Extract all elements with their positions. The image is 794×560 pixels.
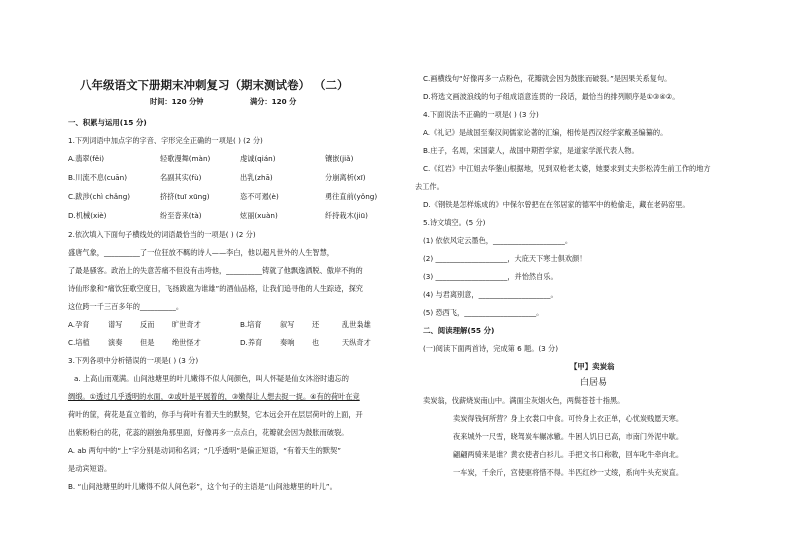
q2-b-3: 还 [312, 320, 320, 329]
fill-blank-2: (2) ____________________，大庇天下寒士俱欢颜！ [423, 254, 587, 263]
q2-d-1: D.养育 [240, 338, 263, 347]
passage-line-1: 盛唐气象，__________了一位狂放不羁的诗人——李白，他以超凡世外的人生智慧， [68, 248, 334, 257]
exam-score: 满分：120 分 [250, 97, 297, 106]
q2-a-1: A.孕育 [68, 320, 90, 329]
question-4: 4.下面说法不正确的一项是( ) (3 分) [423, 110, 539, 119]
passage-line-3: 诗仙形象和“痛饮狂歌空度日，飞扬跋扈为谁雄”的酒仙品格，让我们追寻他的人生踪迹，探究 [68, 284, 363, 293]
q2-c-3: 但是 [140, 338, 155, 347]
q4-option-b: B.庄子，名周，宋国蒙人，战国中期哲学家，是道家学派代表人物。 [423, 146, 639, 155]
q4-option-c-line-2: 去工作。 [415, 182, 444, 191]
question-2: 2.依次填入下面句子横线处的词语最恰当的一项是( ) (2 分) [68, 230, 256, 239]
q2-b-4: 乱世枭雄 [342, 320, 371, 329]
poem-line-5: 一车炭，千余斤，宫使驱将惜不得。半匹红纱一丈绫，系向牛头充炭直。 [453, 468, 684, 477]
question-5: 5.诗文填空。(5 分) [423, 218, 486, 227]
poem-title: 【甲】卖炭翁 [570, 362, 615, 371]
section-2-heading: 二、阅读理解(55 分) [423, 326, 495, 335]
poem-line-4: 翩翩两骑来是谁？黄衣使者白衫儿。手把文书口称敕，回车叱牛牵向北。 [453, 450, 684, 459]
q4-option-c-line-1: C.《红岩》中江姐去华蓥山根据地，见到双枪老太婆，她要求到丈夫彭松涛生前工作的地方 [423, 164, 711, 173]
q4-option-a: A.《礼记》是战国至秦汉间儒家论著的汇编，相传是西汉经学家戴圣编纂的。 [423, 128, 668, 137]
poem-line-1: 卖炭翁，伐薪烧炭南山中。满面尘灰烟火色，两鬓苍苍十指黑。 [423, 396, 625, 405]
q3-option-b: B. “山间池塘里的叶儿嫩得不似人间色彩”，这个句子的主语是“山间池塘里的叶儿”。 [68, 482, 337, 491]
q2-b-1: B.培育 [240, 320, 262, 329]
reading-line-2: 绸缎。①透过几乎透明的水面，②或叶是平展着的，③嫩得让人想去捉一捉。④有的荷叶在竞 [68, 392, 360, 401]
q1-option-d-1: D.机械(xiè) [68, 211, 107, 220]
reading-line-1: a. 上高山而观满。山间池塘里的叶儿嫩得不似人间颜色，叫人怀疑是仙女沐浴时遗忘的 [74, 374, 349, 383]
q1-option-b-2: 名副其实(fù) [160, 173, 202, 182]
passage-line-2: 了最是骚客。政治上的失意苦痛不但没有击垮他，__________铸就了他飘逸洒脱、傲岸不拘的 [68, 266, 363, 275]
q1-option-d-4: 纤持栽木(jiū) [325, 211, 368, 220]
poem-author: 白居易 [580, 378, 608, 388]
q1-option-d-3: 炫丽(xuàn) [240, 211, 278, 220]
question-1: 1.下列词语中加点字的字音、字形完全正确的一项是( ) (2 分) [68, 136, 263, 145]
q1-option-b-4: 分崩离析(xī) [325, 173, 366, 182]
q1-option-d-2: 纷至沓来(tà) [160, 211, 202, 220]
poem-line-2: 卖炭得钱何所营？身上衣裳口中食。可怜身上衣正单，心忧炭贱愿天寒。 [453, 414, 684, 423]
fill-blank-3: (3) ____________________，并怡然自乐。 [423, 272, 558, 281]
q2-c-2: 演奏 [108, 338, 123, 347]
q2-a-3: 反而 [140, 320, 155, 329]
exam-title: 八年级语文下册期末冲刺复习（期末测试卷） （二） [80, 78, 349, 92]
q1-option-a-4: 镶嵌(jiǎ) [325, 154, 354, 163]
q1-option-b-3: 出乳(zhā) [240, 173, 273, 182]
q2-d-4: 天纵奇才 [342, 338, 371, 347]
q1-option-c-2: 挤挤(tuī xūng) [160, 192, 210, 201]
q1-option-b-1: B.川流不息(cuān) [68, 173, 128, 182]
q2-a-2: 谱写 [108, 320, 123, 329]
q1-option-c-3: 恣不可遏(è) [240, 192, 279, 201]
reading-line-3: 荷叶的筐，荷花是直立着的，你手与荷叶有着天生的默契，它本远会开在层层荷叶的上面，开 [68, 410, 363, 419]
reading-line-4: 出紫粉粉白的花，花蕊的剧独角那里面，好像再多一点点白，花瓣就会因为鼓胀而破裂。 [68, 428, 349, 437]
section-1-heading: 一、积累与运用(15 分) [68, 118, 147, 127]
q1-option-c-4: 勇往直前(yǒng) [325, 192, 378, 201]
question-3: 3.下列各项中分析错误的一项是( ) (3 分) [68, 356, 199, 365]
q2-b-2: 叙写 [280, 320, 295, 329]
q3-option-c: C.画横线句“好像再多一点粉色，花瓣就会因为鼓胀而破裂。”是因果关系复句。 [423, 74, 672, 83]
q1-option-c-1: C.跋涉(chì chǎng) [68, 192, 131, 201]
poem-line-3: 夜来城外一尺雪，晓驾炭车辗冰辙。牛困人饥日已高，市南门外泥中歇。 [453, 432, 684, 441]
q2-a-4: 旷世奇才 [172, 320, 201, 329]
fill-blank-1: (1) 依依风定云墨色，____________________。 [423, 236, 573, 245]
fill-blank-4: (4) 与君离别意，____________________。 [423, 290, 558, 299]
q1-option-a-1: A.翡翠(fěi) [68, 154, 105, 163]
q3-option-a-line-1: A. ab 两句中的“上”字分别是动词和名词；“几乎透明”是偏正短语，“有着天生的默契” [68, 446, 341, 455]
q3-option-d: D.将选文画波浪线的句子组成语意连贯的一段话，最恰当的排列顺序是①③④②。 [423, 92, 680, 101]
q2-c-4: 绝世怪才 [172, 338, 201, 347]
q1-option-a-2: 轻歌漫舞(màn) [160, 154, 211, 163]
q2-c-1: C.培植 [68, 338, 90, 347]
q3-option-a-line-2: 是动宾短语。 [68, 464, 112, 473]
q4-option-d: D.《钢铁是怎样炼成的》中保尔曾把在在邻居家的德军中的枪偷走，藏在老码窑里。 [423, 200, 690, 209]
q1-option-a-3: 虔诚(qián) [240, 154, 276, 163]
q2-d-3: 也 [312, 338, 320, 347]
q2-d-2: 奏响 [280, 338, 295, 347]
fill-blank-5: (5) 恐西飞，____________________。 [423, 308, 544, 317]
passage-line-4: 这位跨一千三百多年的__________。 [68, 302, 184, 311]
exam-time: 时间：120 分钟 [150, 97, 204, 106]
reading-intro: (一)阅读下面两首诗，完成第 6 题。(3 分) [423, 344, 559, 353]
